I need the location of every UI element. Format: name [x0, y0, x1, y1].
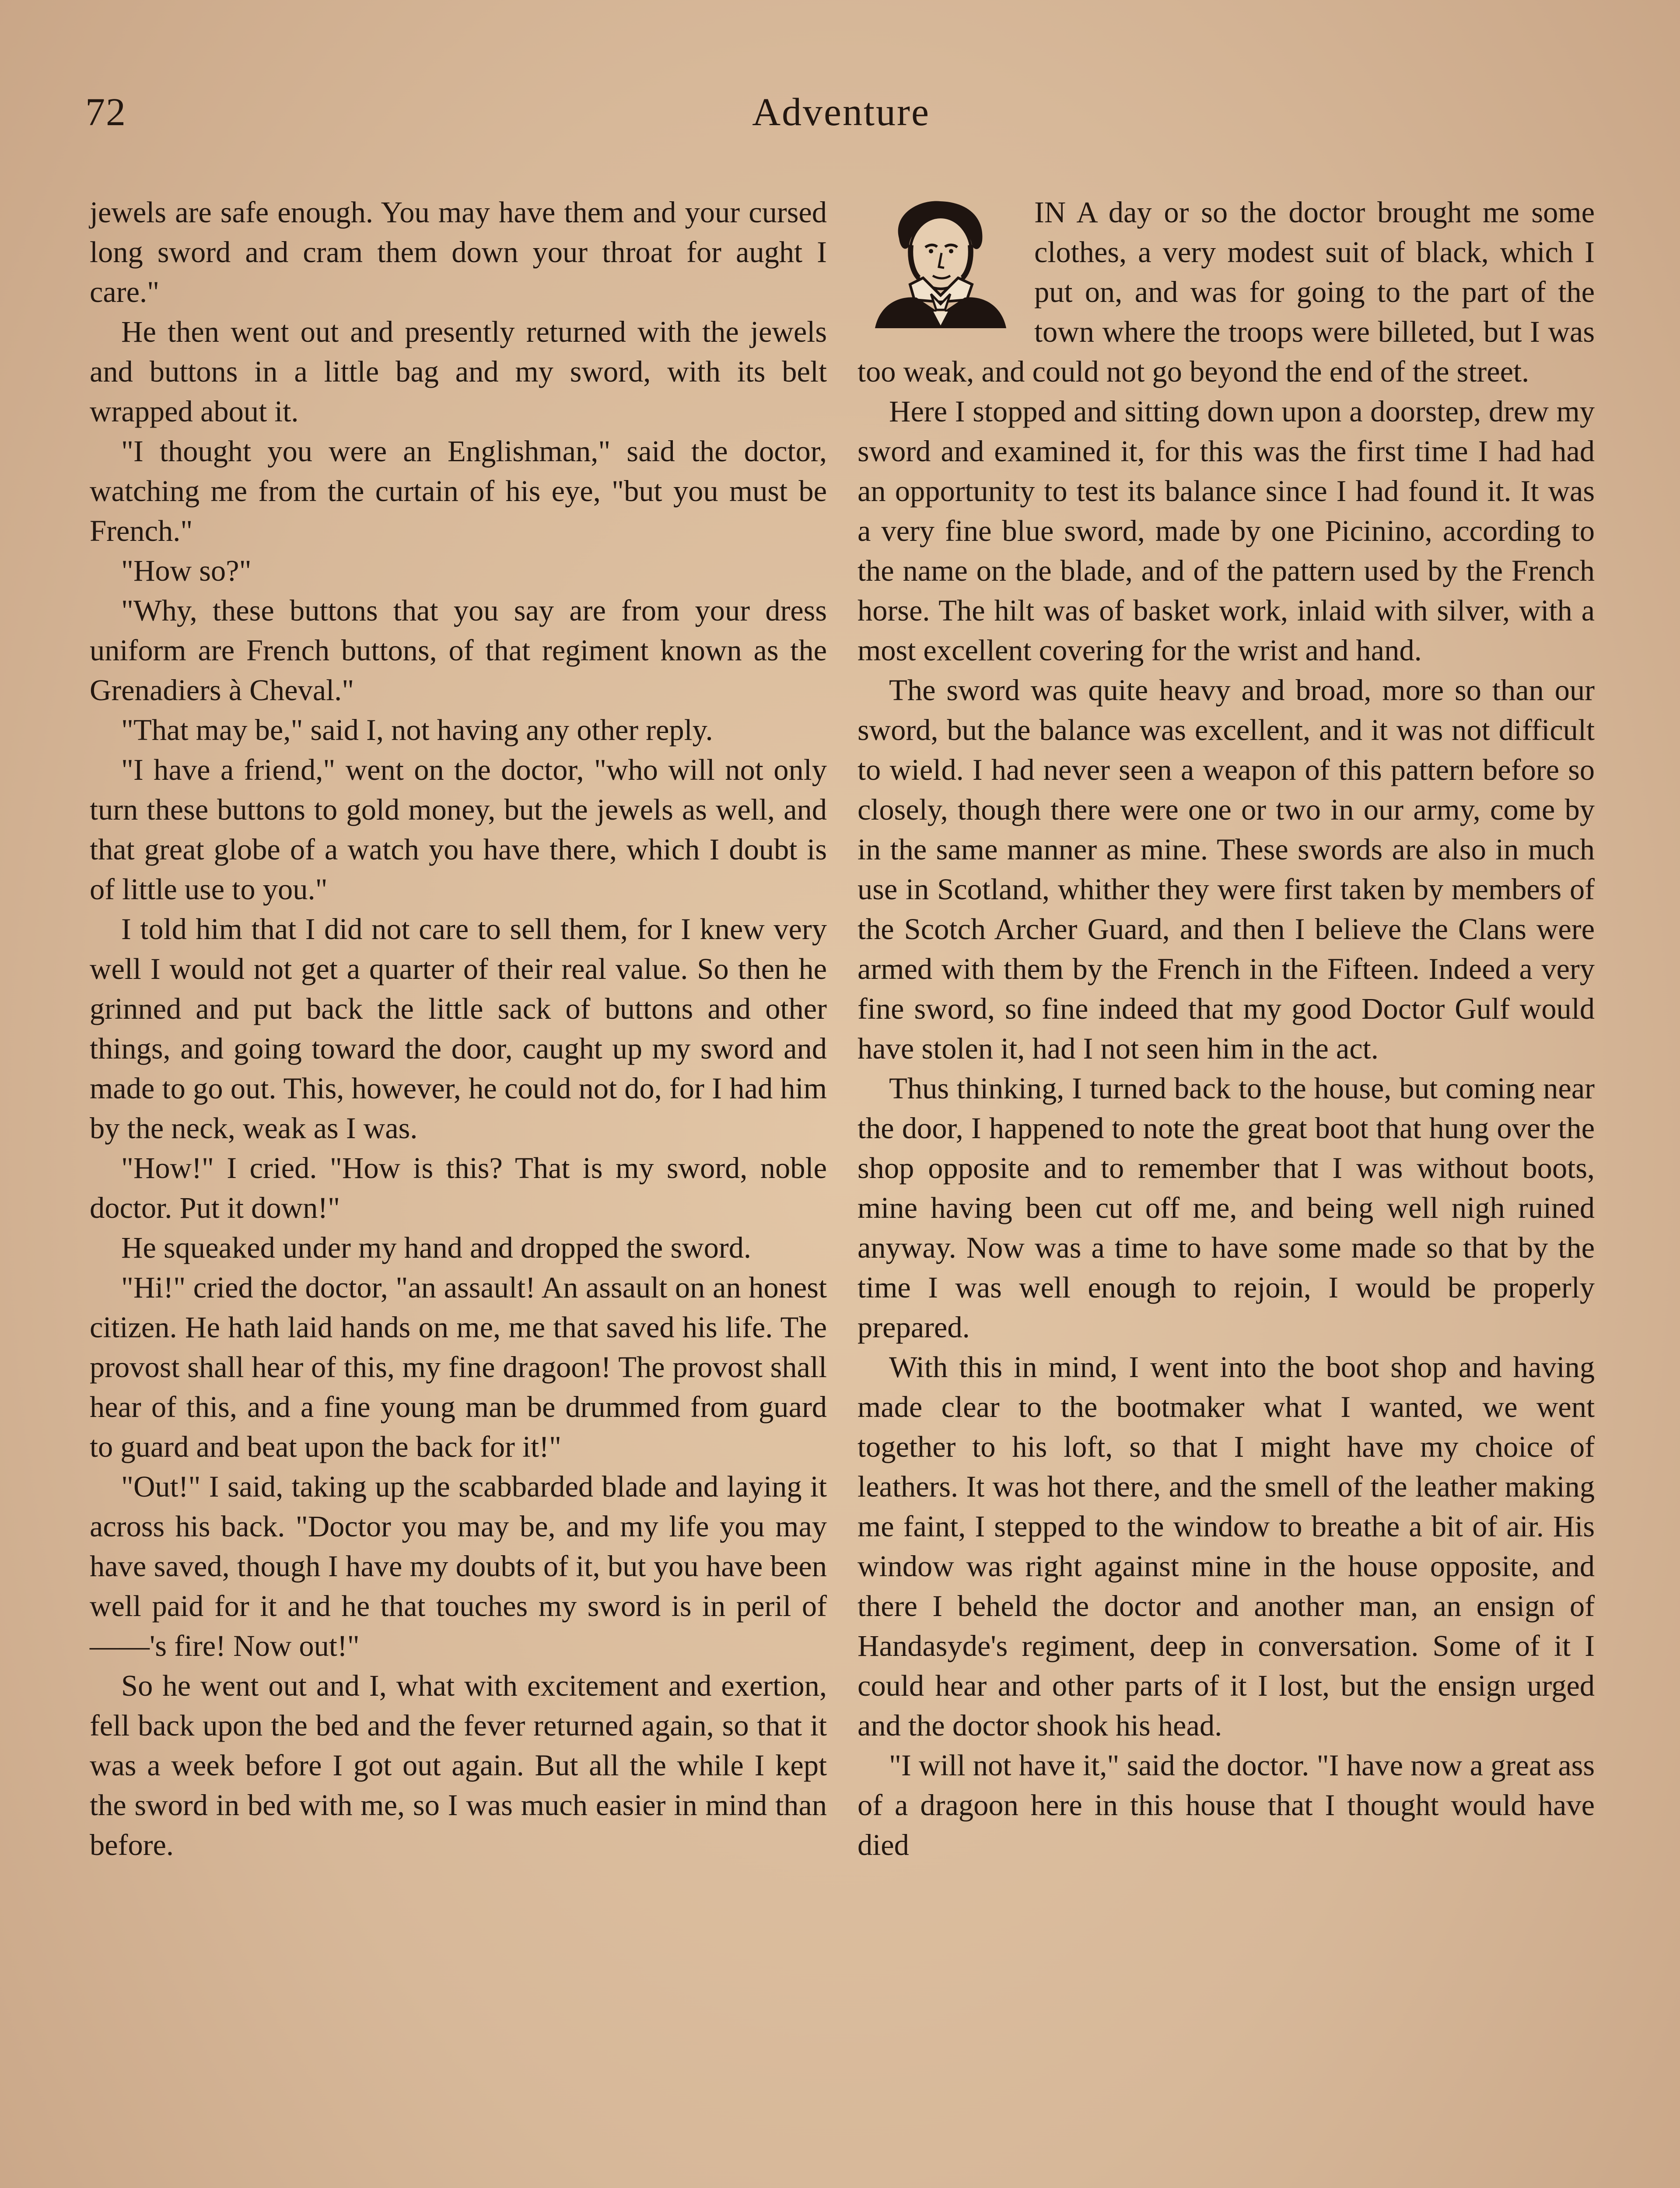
- paragraph: "I thought you were an Englishman," said the doctor, watching me from the curtain of his eye, "but you must be French.": [90, 435, 827, 547]
- paragraph: "That may be," said I, not having any other reply.: [121, 713, 713, 747]
- running-title: Adventure: [752, 91, 930, 134]
- paragraph: "I have a friend," went on the doctor, "who will not only turn these buttons to gold money, but the jewels as well, and that great globe of a watch you have there, which I doubt is of little use to you.": [90, 753, 827, 906]
- paragraph: I told him that I did not care to sell them, for I knew very well I would not get a quarter of their real value. So then he grinned and put back the little sack of buttons and other things, and going toward the door, caught up my sword and made to go out. This, however, he could not do, for I had him by the neck, weak as I was.: [90, 912, 827, 1145]
- right-column: [858, 193, 1595, 1865]
- paragraph: "Why, these buttons that you say are from your dress uniform are French buttons, of that regiment known as the Grenadiers à Cheval.": [90, 594, 827, 707]
- left-column: [90, 193, 827, 1865]
- paragraph: "How!" I cried. "How is this? That is my sword, noble doctor. Put it down!": [90, 1151, 827, 1224]
- paragraph: jewels are safe enough. You may have them and your cursed long sword and cram them down your throat for aught I care.": [90, 196, 827, 309]
- paragraph: IN A day or so the doctor brought me some clothes, a very modest suit of black, which I put on, and was for going to the part of the town where the troops were billeted, but I was too weak, and could not go beyond the end of the street.: [858, 196, 1595, 388]
- paragraph: Here I stopped and sitting down upon a doorstep, drew my sword and examined it, for this was the first time I had had an opportunity to test its balance since I had found it. It was a very fine blue sword, made by one Picinino, according to the name on the blade, and of the pattern used by the French horse. The hilt was of basket work, inlaid with silver, with a most excellent covering for the wrist and hand.: [858, 395, 1595, 667]
- page-header: [85, 90, 1597, 151]
- paragraph: With this in mind, I went into the boot shop and having made clear to the bootmaker what I wanted, we went together to his loft, so that I might have my choice of leathers. It was hot there, and the smell of the leather making me faint, I stepped to the window to breathe a bit of air. His window was right against mine in the house opposite, and there I beheld the doctor and another man, an ensign of Handasyde's regiment, deep in conversation. Some of it I could hear and other parts of it I lost, but the ensign urged and the doctor shook his head.: [858, 1350, 1595, 1742]
- page-number: 72: [85, 91, 126, 134]
- paragraph: "Out!" I said, taking up the scabbarded blade and laying it across his back. "Doctor you may be, and my life you may have saved, though I have my doubts of it, but you have been well paid for it and he that touches my sword is in peril of ——'s fire! Now out!": [90, 1470, 827, 1662]
- paragraph: So he went out and I, what with excitement and exertion, fell back upon the bed and the fever returned again, so that it was a week before I got out again. But all the while I kept the sword in bed with me, so I was much easier in mind than before.: [90, 1669, 827, 1862]
- paragraph: "I will not have it," said the doctor. "I have now a great ass of a dragoon here in this house that I thought would have died: [858, 1749, 1595, 1862]
- portrait-of-man-in-high-collar-icon: [858, 197, 1019, 328]
- paragraph: He squeaked under my hand and dropped the sword.: [121, 1231, 752, 1264]
- paragraph: The sword was quite heavy and broad, more so than our sword, but the balance was excellent, and it was not difficult to wield. I had never seen a weapon of this pattern before so closely, though there were one or two in our army, come by in the same manner as mine. These swords are also in much use in Scotland, whither they were first taken by members of the Scotch Archer Guard, and then I believe the Clans were armed with them by the French in the Fifteen. Indeed a very fine sword, so fine indeed that my good Doctor Gulf would have stolen it, had I not seen him in the act.: [858, 673, 1595, 1065]
- paragraph: "How so?": [121, 554, 252, 587]
- paragraph: "Hi!" cried the doctor, "an assault! An assault on an honest citizen. He hath laid hands on me, me that saved his life. The provost shall hear of this, my fine dragoon! The provost shall hear of this, and a fine young man be drummed from guard to guard and beat upon the back for it!": [90, 1271, 827, 1463]
- paragraph: He then went out and presently returned with the jewels and buttons in a little bag and my sword, with its belt wrapped about it.: [90, 315, 827, 428]
- paragraph: Thus thinking, I turned back to the house, but coming near the door, I happened to note the great boot that hung over the shop opposite and to remember that I was without boots, mine having been cut off me, and being well nigh ruined anyway. Now was a time to have some made so that by the time I was well enough to rejoin, I would be properly prepared.: [858, 1072, 1595, 1344]
